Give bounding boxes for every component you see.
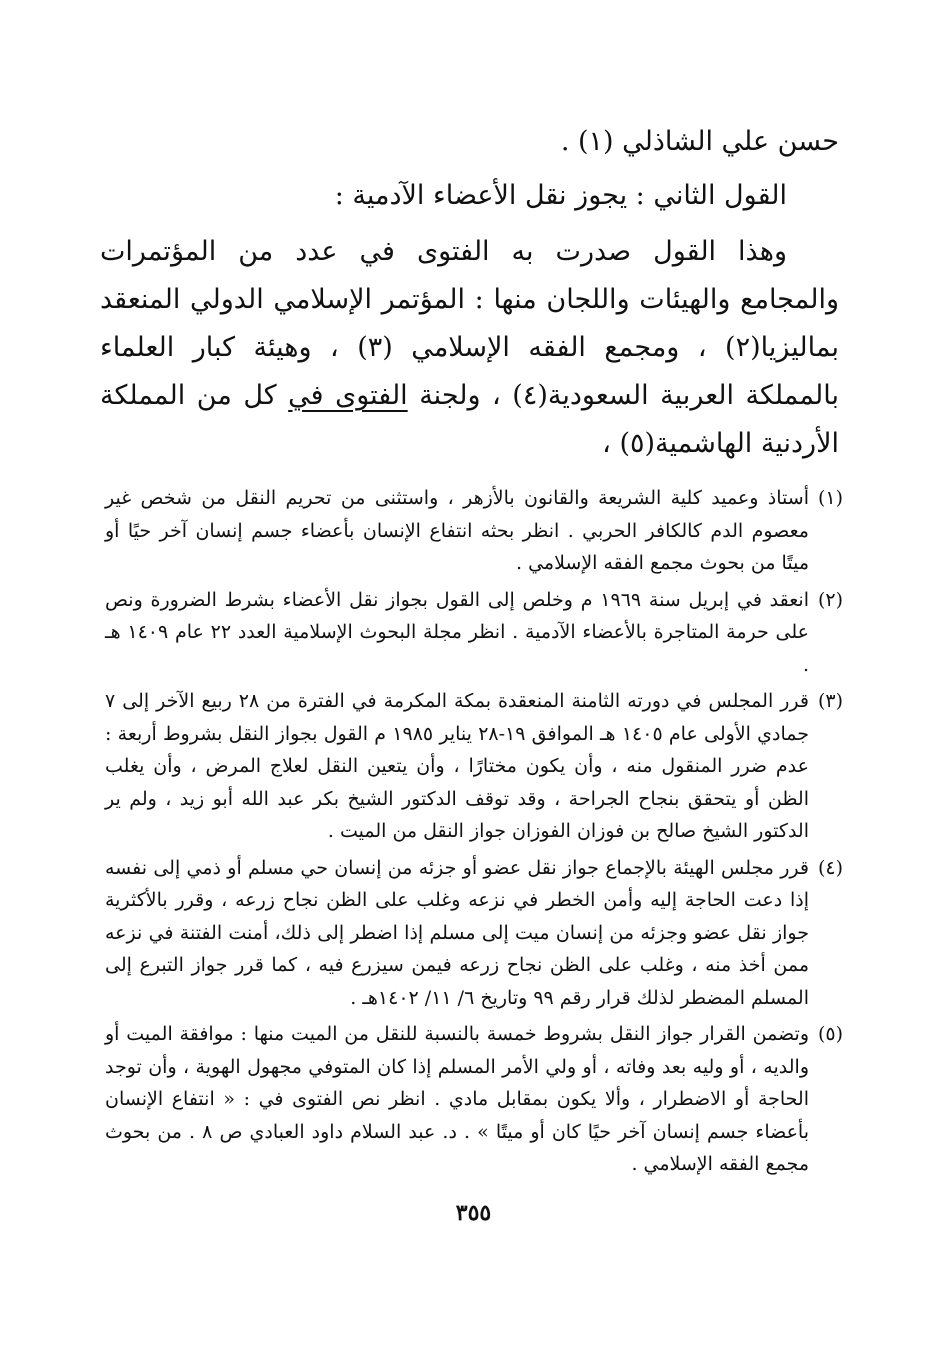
footnote-text: أستاذ وعميد كلية الشريعة والقانون بالأزهر ، واستثنى من تحريم النقل من شخص غير معصوم الدم كالكافر الحربي . انظر بحثه انتفاع الإنسان بأعضاء جسم إنسان آخر حيًا أو ميتًا من بحوث مجمع الفقه الإسلامي . [105,487,809,574]
footnote-text: قرر مجلس الهيئة بالإجماع جواز نقل عضو أو جزئه من إنسان حي مسلم أو ذمي إلى نفسه إذا دعت الحاجة إليه وأمن الخطر في نزعه وغلب على الظن نجاح زرعه ، وقرر بالأكثرية جواز نقل عضو وجزئه من إنسان ميت إلى مسلم إذا اضطر إلى ذلك، أمنت الفتنة في نزعه ممن أخذ منه ، وغلب على الظن نجاح زرعه فيمن سيزرع فيه ، كما قرر جواز التبرع إلى المسلم المضطر لذلك قرار رقم ٩٩ وتاريخ ٦/ ١١/ ١٤٠٢هـ . [105,856,809,1009]
footnote-number: (١) [817,487,843,509]
footnotes [105,482,843,1185]
footnote-number: (٥) [817,1023,843,1045]
body-paragraph [100,228,839,468]
footnote-number: (٢) [817,588,843,611]
footnote-number: (٣) [817,690,843,712]
footnote-3 [105,685,843,848]
section-heading: القول الثاني : يجوز نقل الأعضاء الآدمية : [334,180,787,211]
paragraph-text-start: وهذا القول صدرت به الفتوى في عدد من المؤتمرات والمجامع والهيئات واللجان منها : المؤتمر الإسلامي الدولي المنعقد بماليزيا(٢) ، ومجمع الفقه الإسلامي (٣) ، وهيئة كبار العلماء بالمملكة العربية السعودية(٤) ، ولجنة [100,236,839,411]
continued-line: حسن علي الشاذلي (١) . [560,126,839,157]
footnote-5 [105,1018,843,1181]
footnote-text: قرر المجلس في دورته الثامنة المنعقدة بمكة المكرمة في الفترة من ٢٨ ربيع الآخر إلى ٧ جمادي الأولى عام ١٤٠٥ هـ الموافق ١٩-٢٨ يناير ١٩٨٥ م القول بجواز النقل بشروط أربعة : عدم ضرر المنقول منه ، وأن يكون مختارًا ، وأن يتعين النقل لعلاج المرض ، وأن يغلب الظن أو يتحقق بنجاح الجراحة ، وقد توقف الدكتور الشيخ بكر عبد الله أبو زيد ، ولم ير الدكتور الشيخ صالح بن فوزان الفوزان جواز النقل من الميت . [105,690,810,842]
footnote-text: وتضمن القرار جواز النقل بشروط خمسة بالنسبة للنقل من الميت منها : موافقة الميت أو والديه ، أو وليه بعد وفاته ، أو ولي الأمر المسلم إذا كان المتوفي مجهول الهوية ، وأن توجد الحاجة أو الاضطرار ، وألا يكون بمقابل مادي . انظر نص الفتوى في : « انتفاع الإنسان بأعضاء جسم إنسان آخر حيًا كان أو ميتًا » . د. عبد السلام داود العبادي ص ٨ . من بحوث مجمع الفقه الإسلامي . [105,1023,809,1175]
footnote-1 [105,482,843,580]
page-number: ٣٥٥ [455,1200,492,1226]
paragraph-text-end: كل من المملكة الأردنية الهاشمية(٥) ، [100,380,839,459]
footnote-4 [105,852,843,1015]
main-text [100,118,839,468]
footnote-2 [105,584,843,682]
underlined-phrase: الفتوى في [288,380,408,411]
footnote-number: (٤) [817,856,843,879]
footnote-text: انعقد في إبريل سنة ١٩٦٩ م وخلص إلى القول بجواز نقل الأعضاء بشرط الضرورة ونص على حرمة المتاجرة بالأعضاء الآدمية . انظر مجلة البحوث الإسلامية العدد ٢٢ عام ١٤٠٩ هـ . [105,588,809,676]
